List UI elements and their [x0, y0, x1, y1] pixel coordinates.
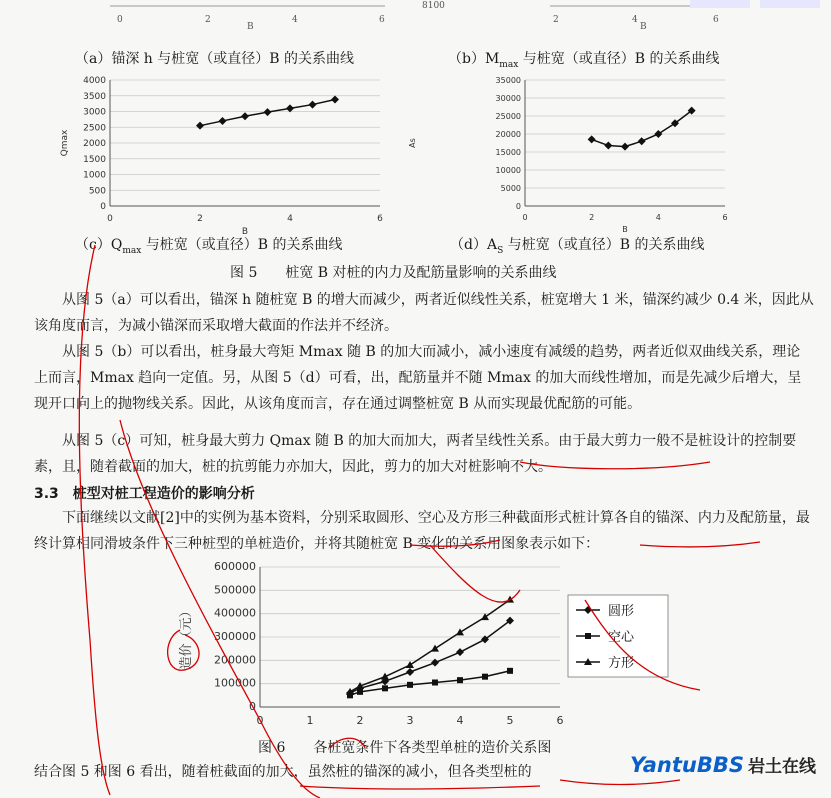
top-right-tick-2: 6 — [713, 15, 719, 25]
x-tick-label: 4 — [655, 213, 661, 222]
data-point — [604, 142, 612, 150]
final-text-line: 结合图 5 和图 6 看出，随着桩截面的加大，虽然桩的锚深的减小，但各类型桩的 — [34, 764, 532, 780]
data-point — [241, 112, 249, 120]
data-point — [406, 668, 414, 676]
y-tick-label: 1500 — [83, 154, 106, 165]
top-right-tick-1: 4 — [632, 15, 638, 25]
caption-c — [75, 234, 343, 256]
caption-b — [448, 48, 719, 70]
data-point — [481, 613, 489, 620]
data-point — [431, 645, 439, 652]
caption-b-sub: max — [499, 59, 519, 70]
chart-5c-svg — [55, 68, 395, 237]
top-left-tick-3: 6 — [379, 15, 385, 25]
y-axis-label: As — [408, 138, 417, 148]
x-tick-label: 2 — [356, 714, 364, 727]
chart-6-svg — [170, 555, 690, 735]
annotation-underline-4 — [300, 786, 540, 789]
y-tick-label: 600000 — [214, 560, 256, 573]
paragraph-2: 从图 5（b）可以看出，桩身最大弯矩 Mmax 随 B 的加大而减小，减小速度有减缓的趋势，两者近似双曲线关系，理论上而言，Mmax 趋向一定值。另，从图 5（d）可看，出，配筋量并不随 Mmax 的加大而线性增加，而是先减少后增大，呈现开口向上的抛物线关系。因此，从该角度而言，存在通过调整桩宽 B 从而实现最优配筋的可能。 — [34, 344, 802, 412]
y-tick-label: 1000 — [83, 170, 106, 181]
top-strip-svg — [0, 0, 831, 30]
data-point — [638, 137, 646, 145]
x-tick-label: 3 — [406, 714, 414, 727]
caption-d-sub: S — [497, 245, 504, 256]
top-left-axis-letter: B — [247, 22, 254, 32]
data-point — [482, 674, 488, 680]
watermark-brand: YantuBBS — [630, 753, 744, 777]
watermark-logo — [630, 752, 830, 782]
figure-5-title: 图 5 桩宽 B 对桩的内力及配筋量影响的关系曲线 — [230, 265, 557, 281]
y-tick-label: 4000 — [83, 76, 106, 86]
x-axis-label: B — [241, 227, 249, 237]
data-point — [507, 668, 513, 674]
data-point — [196, 122, 204, 130]
y-tick-label: 15000 — [495, 148, 521, 157]
top-right-tick-0: 2 — [553, 15, 559, 25]
x-tick-label: 2 — [197, 214, 203, 224]
x-tick-label: 2 — [589, 213, 595, 222]
x-tick-label: 5 — [506, 714, 514, 727]
chart-5d-svg — [408, 68, 745, 234]
caption-c-sub: max — [122, 245, 142, 256]
y-tick-label: 0 — [100, 202, 106, 212]
data-point — [357, 689, 363, 695]
caption-a: （a）锚深 h 与桩宽（或直径）B 的关系曲线 — [75, 51, 355, 67]
data-point — [309, 101, 317, 109]
y-tick-label: 25000 — [495, 112, 521, 121]
x-tick-label: 1 — [306, 714, 314, 727]
y-axis-label: 造价（元） — [179, 604, 194, 670]
y-tick-label: 100000 — [214, 676, 256, 690]
section-heading: 3.3 桩型对桩工程造价的影响分析 — [34, 486, 255, 502]
figure-6-title: 图 6 各桩宽条件下各类型单桩的造价关系图 — [258, 740, 552, 756]
y-axis-label: Qmax — [60, 129, 70, 157]
legend-label-0: 圆形 — [608, 604, 635, 619]
legend-label-2: 方形 — [608, 656, 635, 671]
x-tick-label: 6 — [722, 213, 728, 222]
x-tick-label: 0 — [522, 213, 528, 222]
top-chart-strip — [0, 0, 831, 30]
y-tick-label: 500000 — [214, 583, 256, 597]
x-axis-label: B — [622, 225, 628, 234]
data-point — [621, 143, 629, 151]
caption-d-lead: （d）A — [450, 237, 498, 253]
chart-5c — [55, 68, 395, 237]
x-tick-label: 4 — [456, 714, 464, 727]
data-point — [406, 661, 414, 668]
y-tick-label: 5000 — [500, 184, 521, 193]
data-point — [457, 677, 463, 683]
data-point — [431, 659, 439, 667]
top-left-tick-0: 0 — [117, 15, 123, 25]
y-tick-label: 30000 — [495, 94, 521, 103]
data-point — [219, 117, 227, 125]
caption-b-rest: 与桩宽（或直径）B 的关系曲线 — [518, 51, 720, 67]
y-tick-label: 0 — [249, 700, 256, 713]
y-tick-label: 2000 — [83, 139, 106, 149]
y-tick-label: 10000 — [495, 166, 521, 175]
data-point — [654, 130, 662, 138]
x-tick-label: 4 — [287, 214, 293, 224]
series-line-0 — [350, 621, 510, 693]
data-point — [432, 680, 438, 686]
x-tick-label: 6 — [377, 214, 383, 224]
x-tick-label: 6 — [556, 714, 564, 727]
y-tick-label: 300000 — [214, 630, 256, 643]
data-point — [264, 108, 272, 116]
caption-d — [450, 234, 704, 256]
data-point — [456, 648, 464, 656]
legend-marker-1 — [585, 633, 591, 639]
paragraph-1: 从图 5（a）可以看出，锚深 h 随桩宽 B 的增大而减少，两者近似线性关系，桩宽增大 1 米，锚深约减少 0.4 米，因此从该角度而言，为减小锚深而采取增大截面的作法并不经济。 — [34, 292, 814, 334]
x-tick-label: 0 — [107, 214, 113, 224]
caption-c-rest: 与桩宽（或直径）B 的关系曲线 — [141, 237, 343, 253]
y-tick-label: 500 — [88, 186, 106, 197]
data-point — [331, 96, 339, 104]
data-point — [382, 685, 388, 691]
paragraph-4: 下面继续以文献[2]中的实例为基本资料，分别采取圆形、空心及方形三种截面形式桩计算各自的锚深、内力及配筋量，最终计算相同滑坡条件下三种桩型的单桩造价，并将其随桩宽 B 变化的关系用图象表示如下： — [34, 510, 810, 552]
top-mid-fragment: 8100 — [422, 1, 445, 11]
caption-c-lead: （c）Q — [75, 237, 123, 253]
data-point — [588, 135, 596, 143]
y-tick-label: 20000 — [495, 130, 521, 139]
legend-label-1: 空心 — [608, 630, 635, 645]
y-tick-label: 35000 — [495, 76, 521, 85]
y-tick-label: 400000 — [214, 606, 256, 620]
data-point — [456, 628, 464, 635]
caption-b-lead: （b）M — [448, 51, 500, 67]
data-point — [407, 682, 413, 688]
top-right-axis-letter: B — [640, 22, 647, 32]
y-tick-label: 3500 — [83, 91, 106, 102]
y-tick-label: 200000 — [214, 653, 256, 667]
chart-6 — [170, 555, 690, 735]
y-tick-label: 2500 — [83, 123, 106, 134]
caption-d-rest: 与桩宽（或直径）B 的关系曲线 — [503, 237, 705, 253]
x-tick-label: 0 — [256, 714, 264, 727]
y-tick-label: 3000 — [83, 107, 106, 118]
data-point — [506, 596, 514, 603]
paragraph-3: 从图 5（c）可知，桩身最大剪力 Qmax 随 B 的加大而加大，两者呈线性关系。由于最大剪力一般不是桩设计的控制要素，且，随着截面的加大，桩的抗剪能力亦加大，因此，剪力的加大对桩影响不大。 — [34, 433, 797, 475]
top-left-tick-1: 2 — [205, 15, 211, 25]
y-tick-label: 0 — [515, 202, 521, 211]
watermark-cn: 岩土在线 — [747, 757, 816, 777]
chart-5d — [408, 68, 745, 234]
top-left-tick-2: 4 — [292, 15, 298, 25]
